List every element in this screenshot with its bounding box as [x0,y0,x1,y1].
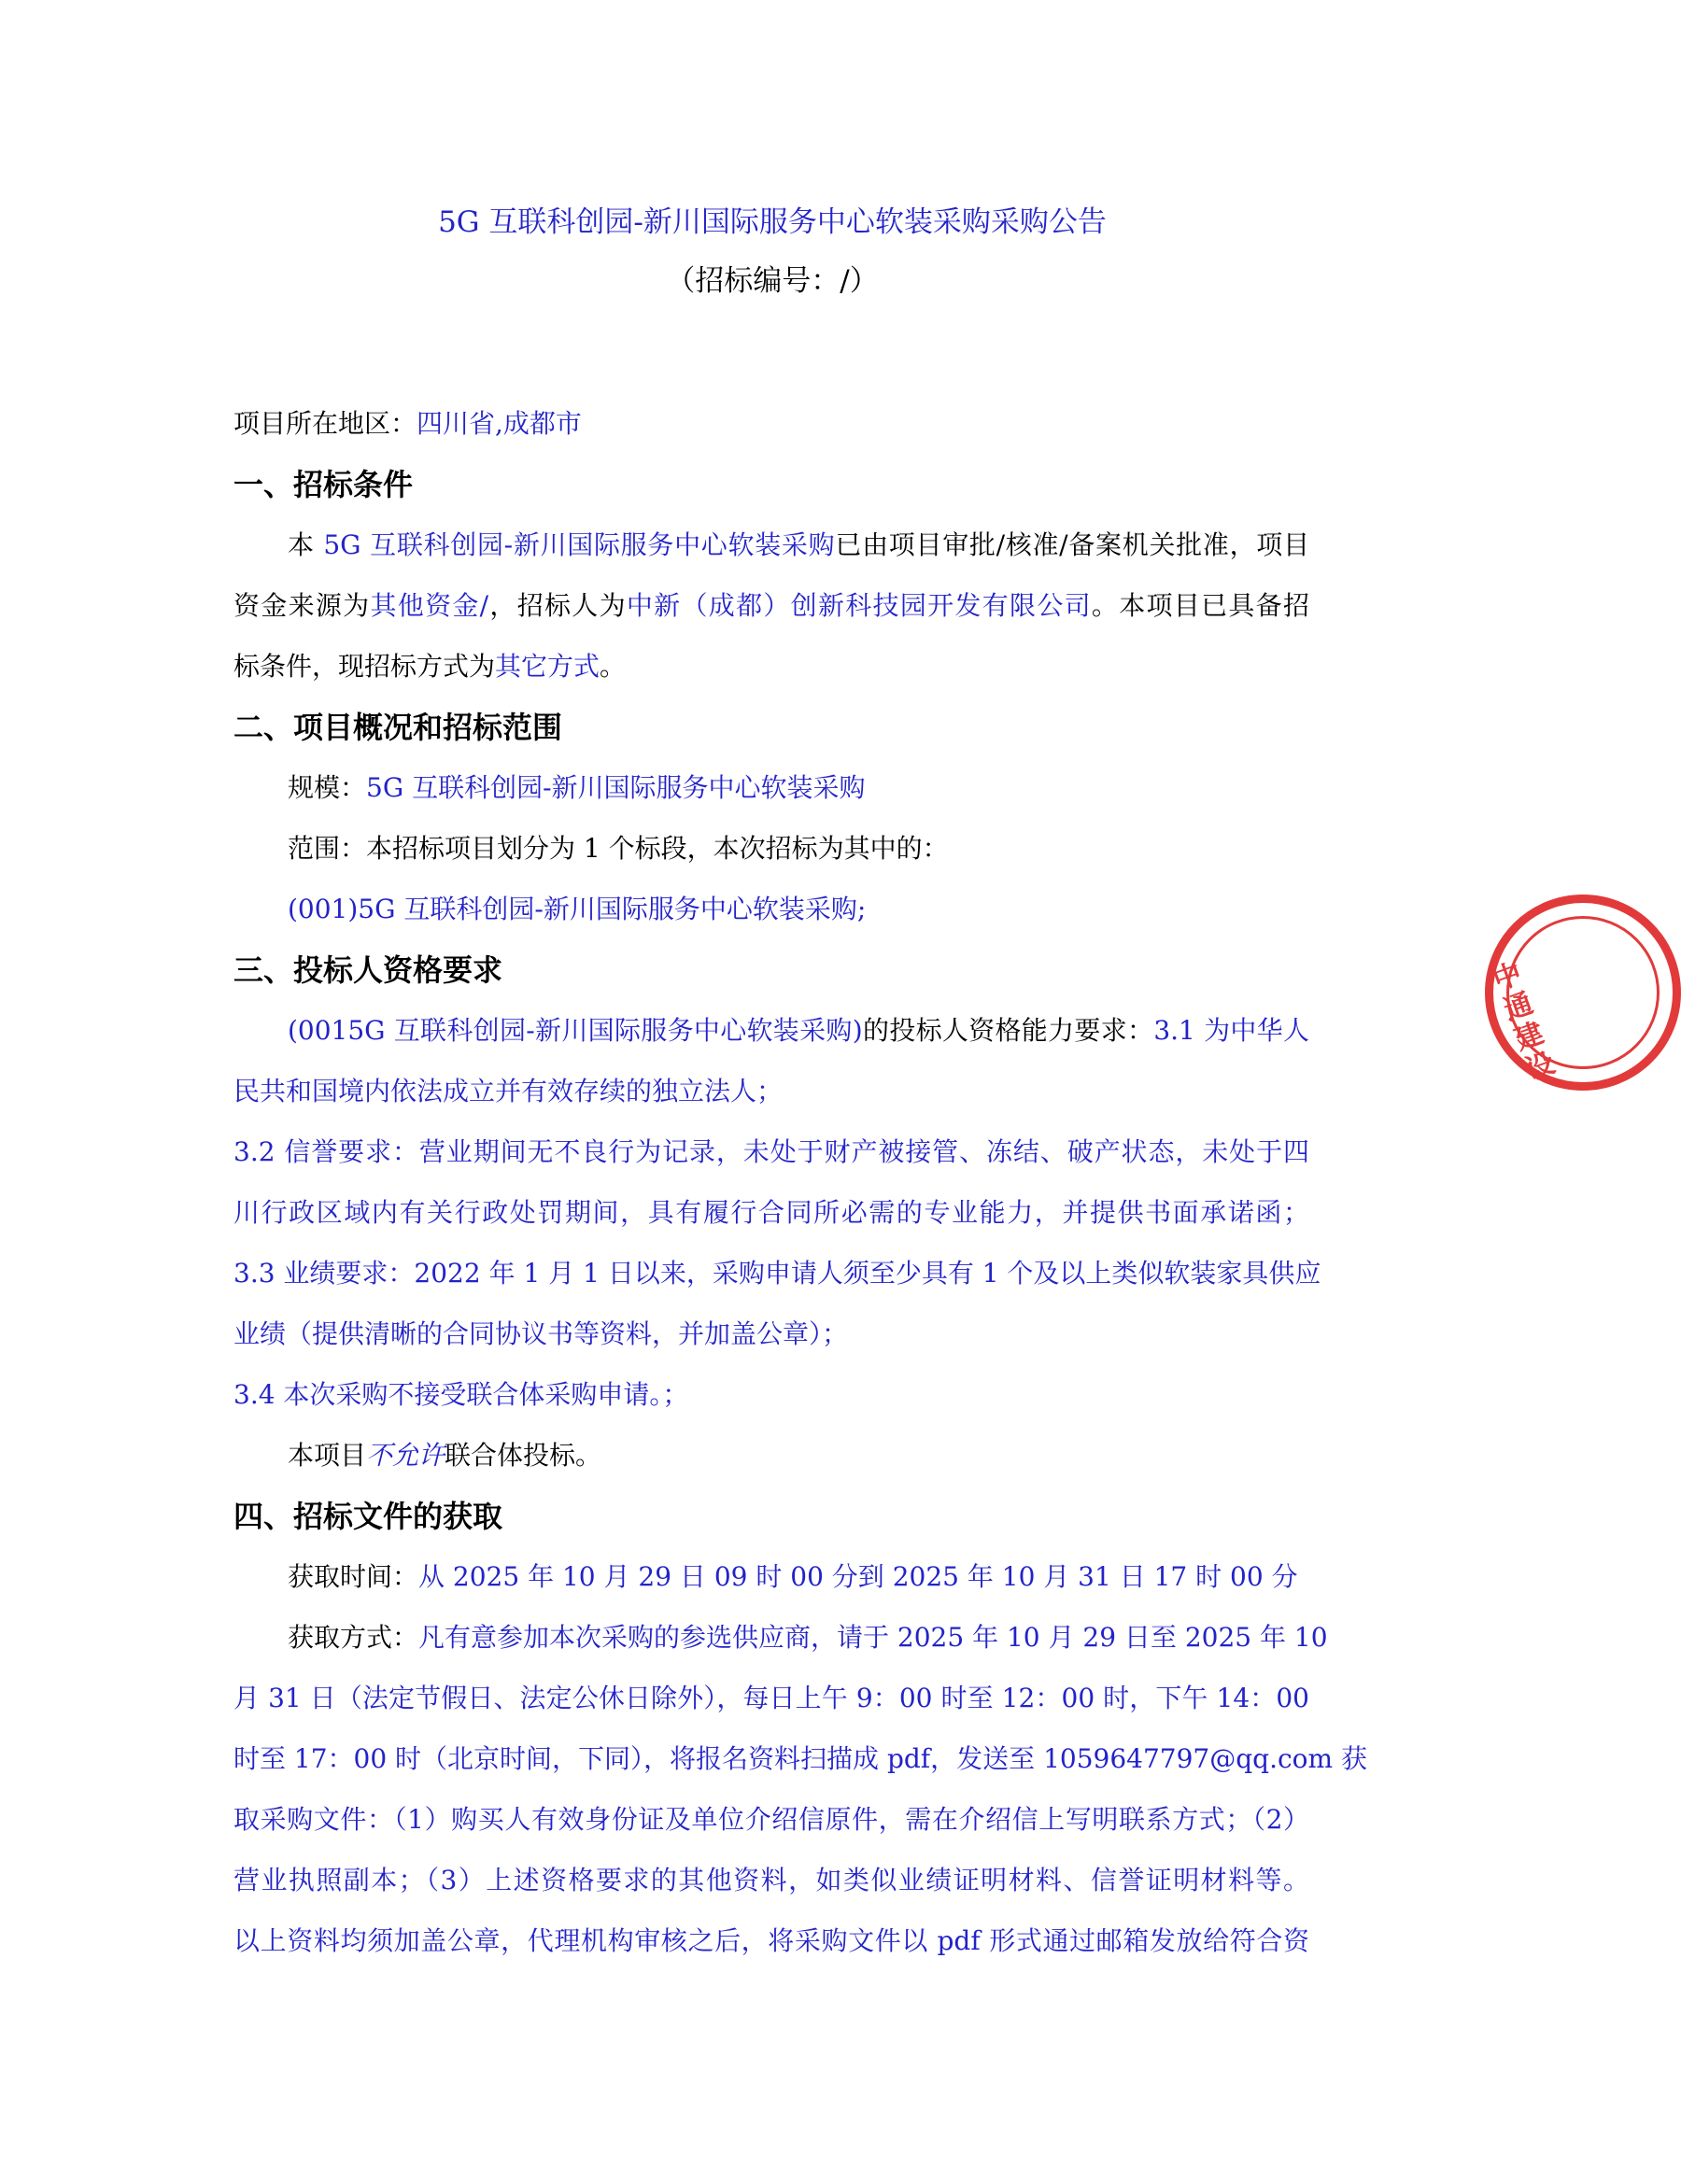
section-heading-1: 一、招标条件 [233,467,414,502]
funding-source: 其他资金/ [370,590,489,621]
sec3-line-5: 3.3 业绩要求：2022 年 1 月 1 日以来，采购申请人须至少具有 1 个及以上类似软装家具供应 [233,1258,1321,1289]
location-label: 项目所在地区： [233,408,417,439]
sec3-line-7: 3.4 本次采购不接受联合体采购申请。； [233,1379,689,1410]
section-heading-2: 二、项目概况和招标范围 [233,710,563,745]
method-line-2: 月 31 日（法定节假日、法定公休日除外），每日上午 9：00 时至 12：00 时，下午 14：00 [233,1683,1309,1713]
sec3-line-1 [288,1010,1309,1048]
consortium-flag: 不允许 [366,1440,445,1471]
text-run: 资金来源为 [233,590,371,621]
company-seal [1485,895,1681,1091]
method-line-1 [288,1617,1328,1655]
text-run: 联合体投标。 [445,1440,602,1471]
scale-line [288,768,866,805]
text-run: 。 [600,651,627,682]
tender-number: （招标编号：/） [666,264,879,298]
lot-line: (001)5G 互联科创园-新川国际服务中心软装采购; [288,894,867,924]
project-name: 5G 互联科创园-新川国际服务中心软装采购 [323,529,836,560]
time-label: 获取时间： [288,1561,419,1592]
tender-method: 其它方式 [495,651,600,682]
text-run: 标条件，现招标方式为 [233,651,496,682]
section-heading-3: 三、投标人资格要求 [233,952,503,988]
range-line: 范围：本招标项目划分为 1 个标段，本次招标为其中的： [288,833,949,864]
method-line-6: 以上资料均须加盖公章，代理机构审核之后，将采购文件以 pdf 形式通过邮箱发放给符合资 [233,1925,1309,1956]
sec3-line-2: 民共和国境内依法成立并有效存续的独立法人； [233,1076,784,1106]
text-run: 已由项目审批/核准/备案机关批准，项目 [835,529,1310,560]
time-line [288,1557,1298,1594]
sec1-line-3 [233,646,626,683]
text-run: ，招标人为 [488,590,627,621]
scale-label: 规模： [288,772,367,803]
lot-ref: (0015G 互联科创园-新川国际服务中心软装采购) [288,1015,863,1046]
document-title: 5G 互联科创园-新川国际服务中心软装采购采购公告 [438,205,1107,239]
section-heading-4: 四、招标文件的获取 [233,1499,503,1534]
scale-value: 5G 互联科创园-新川国际服务中心软装采购 [366,772,866,803]
sec3-line-6: 业绩（提供清晰的合同协议书等资料，并加盖公章）； [233,1318,849,1349]
text-run: 的投标人资格能力要求： [862,1015,1154,1046]
location-line [233,403,582,441]
time-value: 从 2025 年 10 月 29 日 09 时 00 分到 2025 年 10 月 31 日 17 时 00 分 [418,1561,1298,1592]
tenderer-name: 中新（成都）创新科技园开发有限公司 [626,590,1092,621]
method-line-5: 营业执照副本；（3）上述资格要求的其他资料，如类似业绩证明材料、信誉证明材料等。 [233,1865,1309,1895]
sec3-line-4: 川行政区域内有关行政处罚期间，具有履行合同所必需的专业能力，并提供书面承诺函； [233,1197,1309,1228]
sec3-line-3: 3.2 信誉要求：营业期间无不良行为记录，未处于财产被接管、冻结、破产状态，未处于四 [233,1136,1309,1167]
sec1-line-1 [288,525,1309,562]
sec1-line-2 [233,585,1309,623]
method-line-4: 取采购文件：（1）购买人有效身份证及单位介绍信原件，需在介绍信上写明联系方式；（2） [233,1804,1309,1835]
method-line-3: 时至 17：00 时（北京时间，下同），将报名资料扫描成 pdf，发送至 1059647797@qq.com 获 [233,1743,1367,1774]
requirement-text: 3.1 为中华人 [1153,1015,1309,1046]
text-run: 。本项目已具备招 [1091,590,1309,621]
method-text: 凡有意参加本次采购的参选供应商，请于 2025 年 10 月 29 日至 2025 年 10 [418,1622,1328,1653]
location-value: 四川省,成都市 [417,408,582,439]
text-run: 本项目 [288,1440,367,1471]
text-run: 本 [288,529,324,560]
sec3-line-8 [288,1435,601,1472]
seal-text: 中 通 建 设 [1489,957,1560,1088]
method-label: 获取方式： [288,1622,419,1653]
